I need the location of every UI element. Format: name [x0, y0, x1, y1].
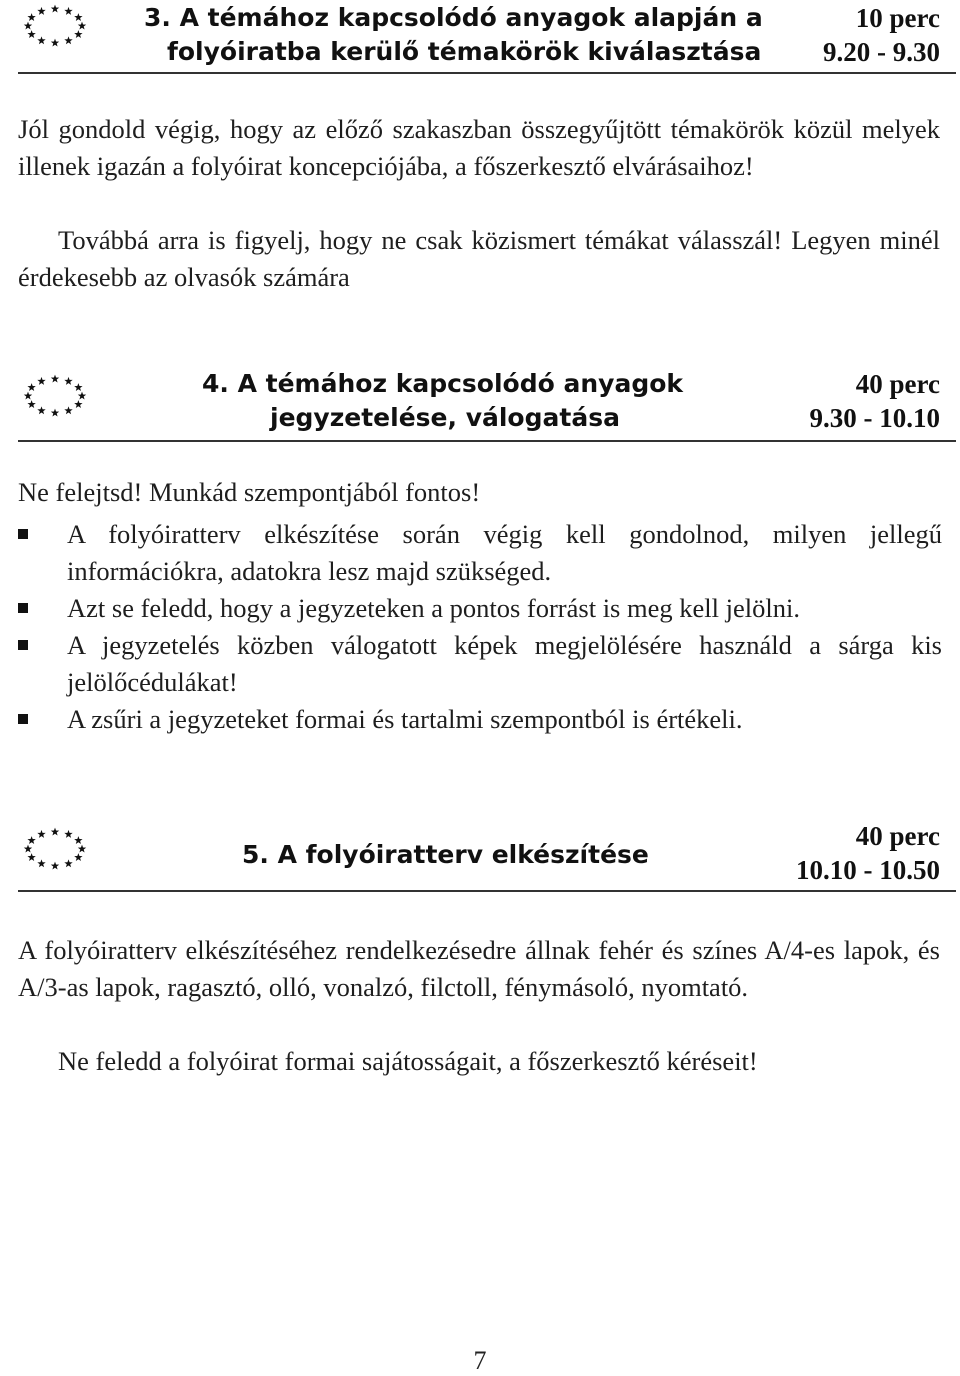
list-item-text: Azt se feledd, hogy a jegyzeteken a pontos forrást is meg kell jelölni. — [67, 593, 800, 623]
eu-stars-icon — [22, 374, 88, 418]
list-item-text: A zsűri a jegyzeteket formai és tartalmi szempontból is értékeli. — [67, 704, 743, 734]
section-4-intro: Ne felejtsd! Munkád szempontjából fontos! — [18, 477, 481, 507]
section-4-time-range: 9.30 - 10.10 — [809, 403, 940, 433]
section-4-title — [202, 367, 683, 435]
eu-stars-icon — [22, 827, 88, 871]
section-3-paragraph-2: Továbbá arra is figyelj, hogy ne csak közismert témákat válasszál! Legyen minél érdekesebb az olvasók számára — [18, 225, 940, 292]
page-number: 7 — [473, 1346, 487, 1375]
section-3-time-range: 9.20 - 9.30 — [823, 37, 940, 67]
section-3-paragraph-1: Jól gondold végig, hogy az előző szakaszban összegyűjtött témakörök közül melyek illenek igazán a folyóirat koncepciójába, a főszerkesztő elvárásaihoz! — [18, 114, 940, 181]
section-5-duration: 40 perc — [855, 821, 940, 851]
section-3-title-line2: folyóiratba kerülő témakörök kiválasztása — [167, 37, 762, 66]
section-3-title-line1: 3. A témához kapcsolódó anyagok alapján a — [144, 3, 763, 32]
section-4-title-line1: 4. A témához kapcsolódó anyagok — [202, 369, 684, 398]
list-item — [18, 590, 942, 627]
list-item — [18, 516, 942, 590]
section-4-bullet-list — [18, 516, 942, 738]
list-item — [18, 627, 942, 701]
section-3-header — [18, 0, 956, 74]
section-3-time — [823, 1, 940, 69]
list-item-text: A folyóiratterv elkészítése során végig kell gondolnod, milyen jellegű információkra, adatokra lesz majd szükséged. — [67, 519, 942, 586]
section-5-time — [796, 819, 940, 887]
bullet-square-icon — [18, 714, 28, 724]
section-5-paragraph-2: Ne feledd a folyóirat formai sajátosságait, a főszerkesztő kéréseit! — [58, 1046, 758, 1076]
section-5-title: 5. A folyóiratterv elkészítése — [242, 840, 649, 869]
section-3-title — [144, 1, 763, 69]
list-item-text: A jegyzetelés közben válogatott képek megjelölésére használd a sárga kis jelölőcédulákat! — [67, 630, 942, 697]
section-4-header — [18, 364, 956, 442]
bullet-square-icon — [18, 640, 28, 650]
section-5-paragraph-1: A folyóiratterv elkészítéséhez rendelkezésedre állnak fehér és színes A/4-es lapok, és A/3-as lapok, ragasztó, olló, vonalzó, filctoll, fénymásoló, nyomtató. — [18, 935, 940, 1002]
bullet-square-icon — [18, 529, 28, 539]
section-5-header — [18, 816, 956, 892]
section-4-duration: 40 perc — [855, 369, 940, 399]
section-4-title-line2: jegyzetelése, válogatása — [270, 403, 620, 432]
section-4-time — [810, 367, 941, 435]
bullet-square-icon — [18, 603, 28, 613]
list-item — [18, 701, 942, 738]
eu-stars-icon — [22, 4, 88, 48]
section-3-duration: 10 perc — [855, 3, 940, 33]
section-5-time-range: 10.10 - 10.50 — [796, 855, 940, 885]
